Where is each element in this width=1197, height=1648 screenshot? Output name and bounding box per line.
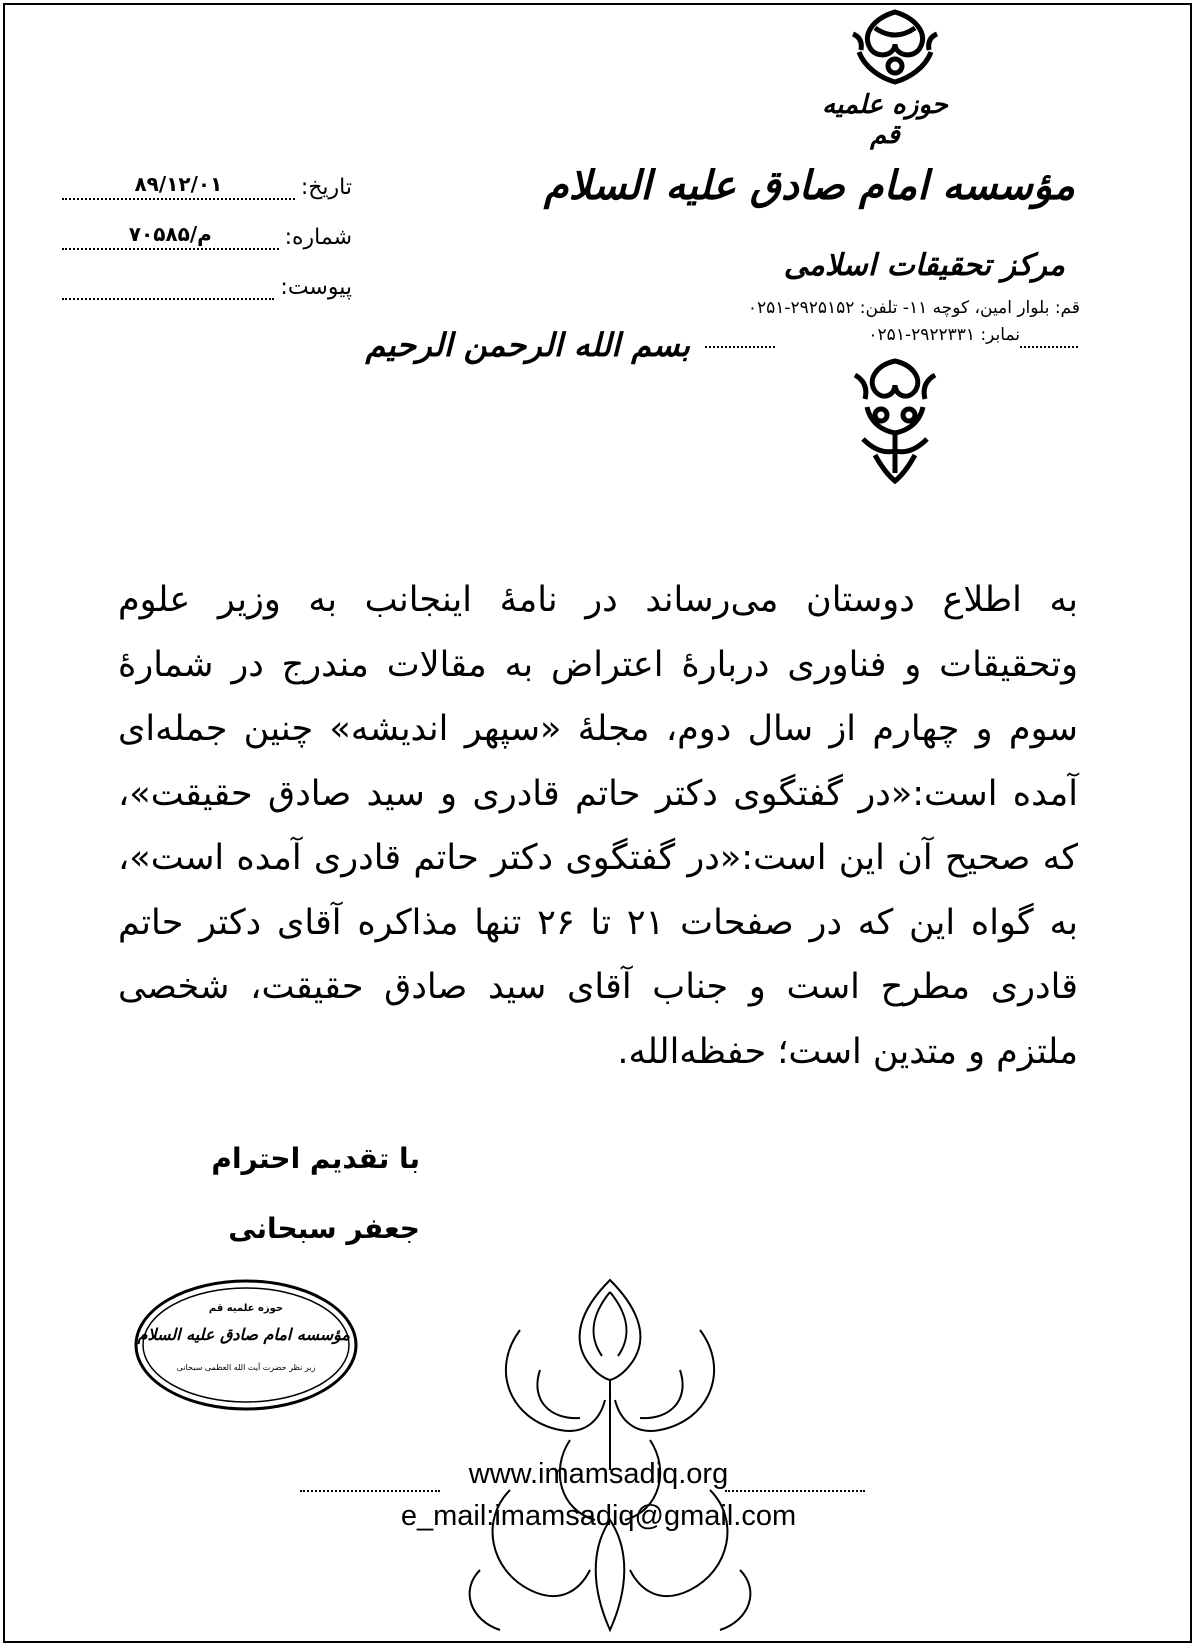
ornament-middle-icon — [845, 355, 945, 485]
address-phone: قم: بلوار امین، کوچه ۱۱- تلفن: ۲۹۲۵۱۵۲-۰۲۵۱ — [747, 298, 1080, 318]
seal-main-text: مؤسسه امام صادق علیه السلام — [137, 1325, 350, 1344]
seal-bottom-text: زیر نظر حضرت آیت الله العظمی سبحانی — [176, 1363, 316, 1372]
seal-outline — [132, 1275, 360, 1415]
attachment-row — [62, 260, 352, 300]
center-title: مرکز تحقیقات اسلامی — [783, 248, 1065, 283]
attachment-label: پیوست: — [280, 275, 352, 300]
number-row — [62, 210, 352, 250]
institute-title: مؤسسه امام صادق علیه السلام — [543, 162, 1075, 209]
footer-email: e_mail:imamsadiq@gmail.com — [400, 1500, 797, 1532]
date-value: ۸۹/۱۲/۰۱ — [62, 172, 295, 200]
seal-top-text: حوزه علمیه قم — [208, 1303, 284, 1314]
signatory-name: جعفر سبحانی — [228, 1212, 420, 1245]
date-row — [62, 160, 352, 200]
body-paragraph: به اطلاع دوستان می‌رساند در نامهٔ اینجانب به وزیر علوم وتحقیقات و فناوری دربارهٔ اعتراض به مقالات مندرج در شمارهٔ سوم و چهارم از سال دوم، مجلهٔ «سپهر اندیشه» چنین جمله‌ای آمده است:«در گفتگوی دکتر حاتم قادری و سید صادق حقیقت»، که صحیح آن این است:«در گفتگوی دکتر حاتم قادری آمده است»، به گواه این که در صفحات ۲۱ تا ۲۶ تنها مذاکره آقای دکتر حاتم قادری مطرح است و جناب آقای سید صادق حقیقت، شخصی ملتزم و متدین است؛ حفظه‌الله. — [118, 580, 1079, 1072]
footer-website: www.imamsadiq.org — [468, 1458, 729, 1490]
basmala: بسم الله الرحمن الرحیم — [365, 326, 690, 364]
seal-stamp — [132, 1275, 360, 1415]
number-value: م/۷۰۵۸۵ — [62, 222, 279, 250]
ornament-top-icon — [845, 8, 945, 88]
fax-dots-left — [705, 346, 775, 348]
date-label: تاریخ: — [300, 175, 352, 200]
hawza-title: حوزه علمیه قم — [822, 90, 948, 150]
fax: نمابر: ۲۹۲۲۳۳۱-۰۲۵۱ — [868, 325, 1020, 345]
fax-dots-right — [1020, 346, 1078, 348]
letter-body — [118, 568, 1078, 1084]
attachment-value — [62, 296, 274, 300]
number-label: شماره: — [284, 225, 352, 250]
closing-regards: با تقدیم احترام — [211, 1142, 420, 1175]
